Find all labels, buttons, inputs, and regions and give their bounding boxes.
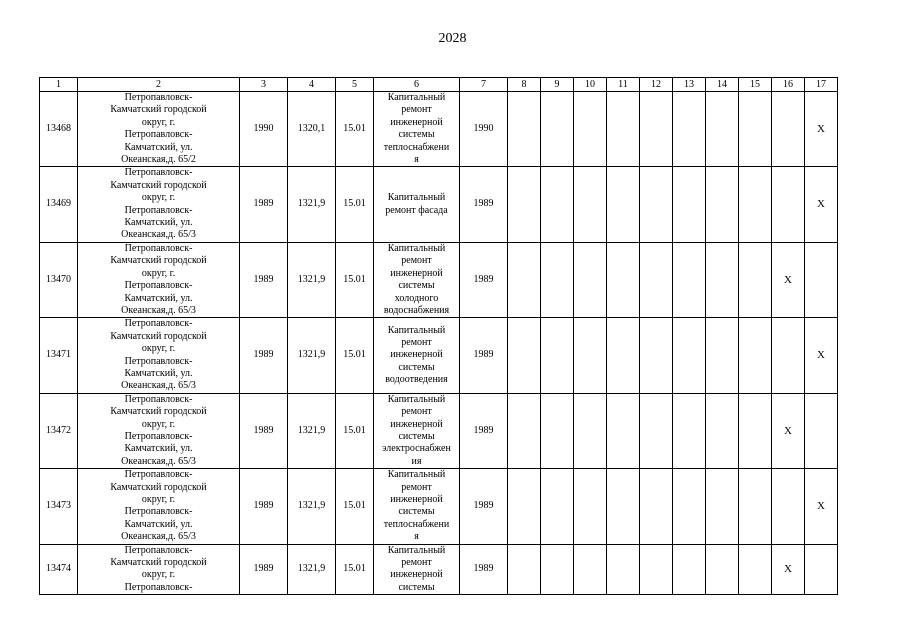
cell-empty-col-13 — [673, 167, 706, 242]
cell-empty-col-15 — [739, 92, 772, 167]
cell-year-built: 1989 — [240, 167, 288, 242]
cell-empty-col-9 — [541, 242, 574, 317]
cell-empty-col-13 — [673, 242, 706, 317]
cell-code: 15.01 — [336, 92, 374, 167]
cell-code: 15.01 — [336, 469, 374, 544]
cell-area: 1321,9 — [288, 242, 336, 317]
cell-work-type: Капитальный ремонт инженерной системы водоотведения — [374, 318, 460, 393]
cell-year: 1990 — [460, 92, 508, 167]
cell-empty-col-11 — [607, 393, 640, 468]
cell-id: 13474 — [40, 544, 78, 595]
cell-empty-col-15 — [739, 544, 772, 595]
column-header-9: 9 — [541, 78, 574, 92]
cell-mark-col16 — [772, 167, 805, 242]
cell-empty-col-11 — [607, 167, 640, 242]
cell-year: 1989 — [460, 242, 508, 317]
table-row — [40, 167, 838, 242]
cell-empty-col-13 — [673, 469, 706, 544]
column-header-13: 13 — [673, 78, 706, 92]
cell-address: Петропавловск- Камчатский городской округ, г. Петропавловск- Камчатский, ул. Океанская,д. 65/3 — [78, 318, 240, 393]
cell-mark-col16: X — [772, 393, 805, 468]
cell-empty-col-10 — [574, 242, 607, 317]
cell-code: 15.01 — [336, 393, 374, 468]
cell-mark-col16 — [772, 469, 805, 544]
cell-empty-col-14 — [706, 92, 739, 167]
cell-area: 1321,9 — [288, 318, 336, 393]
cell-address: Петропавловск- Камчатский городской округ, г. Петропавловск- Камчатский, ул. Океанская,д. 65/3 — [78, 242, 240, 317]
cell-empty-col-12 — [640, 544, 673, 595]
cell-empty-col-11 — [607, 242, 640, 317]
cell-mark-col16: X — [772, 544, 805, 595]
cell-id: 13473 — [40, 469, 78, 544]
cell-empty-col-14 — [706, 393, 739, 468]
cell-empty-col-14 — [706, 242, 739, 317]
cell-year: 1989 — [460, 167, 508, 242]
column-header-5: 5 — [336, 78, 374, 92]
cell-empty-col-9 — [541, 92, 574, 167]
cell-empty-col-15 — [739, 469, 772, 544]
cell-area: 1321,9 — [288, 167, 336, 242]
table-row — [40, 544, 838, 595]
cell-empty-col-11 — [607, 318, 640, 393]
cell-address: Петропавловск- Камчатский городской округ, г. Петропавловск- Камчатский, ул. Океанская,д. 65/3 — [78, 469, 240, 544]
cell-empty-col-8 — [508, 92, 541, 167]
cell-empty-col-12 — [640, 167, 673, 242]
cell-year: 1989 — [460, 393, 508, 468]
cell-empty-col-9 — [541, 167, 574, 242]
cell-code: 15.01 — [336, 318, 374, 393]
cell-empty-col-8 — [508, 242, 541, 317]
cell-empty-col-12 — [640, 242, 673, 317]
cell-address: Петропавловск- Камчатский городской округ, г. Петропавловск- Камчатский, ул. Океанская,д. 65/3 — [78, 393, 240, 468]
cell-year-built: 1989 — [240, 318, 288, 393]
cell-empty-col-15 — [739, 167, 772, 242]
cell-empty-col-12 — [640, 318, 673, 393]
cell-id: 13472 — [40, 393, 78, 468]
column-header-11: 11 — [607, 78, 640, 92]
cell-empty-col-12 — [640, 393, 673, 468]
column-header-14: 14 — [706, 78, 739, 92]
cell-empty-col-11 — [607, 544, 640, 595]
column-header-1: 1 — [40, 78, 78, 92]
table-row — [40, 393, 838, 468]
cell-id: 13470 — [40, 242, 78, 317]
cell-year-built: 1989 — [240, 469, 288, 544]
cell-id: 13471 — [40, 318, 78, 393]
cell-area: 1320,1 — [288, 92, 336, 167]
cell-empty-col-11 — [607, 469, 640, 544]
cell-empty-col-15 — [739, 318, 772, 393]
cell-empty-col-14 — [706, 318, 739, 393]
cell-address: Петропавловск- Камчатский городской округ, г. Петропавловск- Камчатский, ул. Океанская,д. 65/3 — [78, 167, 240, 242]
column-header-4: 4 — [288, 78, 336, 92]
cell-code: 15.01 — [336, 242, 374, 317]
cell-work-type: Капитальный ремонт инженерной системы теплоснабжени я — [374, 469, 460, 544]
cell-empty-col-14 — [706, 167, 739, 242]
cell-address: Петропавловск- Камчатский городской округ, г. Петропавловск- Камчатский, ул. Океанская,д. 65/2 — [78, 92, 240, 167]
page-number: 2028 — [438, 31, 467, 46]
column-header-3: 3 — [240, 78, 288, 92]
cell-mark-col17 — [805, 393, 838, 468]
cell-mark-col17 — [805, 242, 838, 317]
cell-area: 1321,9 — [288, 544, 336, 595]
cell-area: 1321,9 — [288, 393, 336, 468]
cell-year-built: 1989 — [240, 242, 288, 317]
table-row — [40, 92, 838, 167]
cell-work-type: Капитальный ремонт инженерной системы электроснабжен ия — [374, 393, 460, 468]
cell-empty-col-10 — [574, 92, 607, 167]
cell-year: 1989 — [460, 544, 508, 595]
cell-empty-col-10 — [574, 393, 607, 468]
table-row — [40, 318, 838, 393]
cell-empty-col-13 — [673, 393, 706, 468]
table-row — [40, 469, 838, 544]
column-header-17: 17 — [805, 78, 838, 92]
cell-work-type: Капитальный ремонт фасада — [374, 167, 460, 242]
cell-work-type: Капитальный ремонт инженерной системы теплоснабжени я — [374, 92, 460, 167]
cell-empty-col-15 — [739, 393, 772, 468]
cell-empty-col-10 — [574, 318, 607, 393]
cell-mark-col17 — [805, 544, 838, 595]
column-header-8: 8 — [508, 78, 541, 92]
cell-mark-col16: X — [772, 242, 805, 317]
cell-mark-col17: X — [805, 92, 838, 167]
cell-empty-col-8 — [508, 167, 541, 242]
cell-empty-col-14 — [706, 544, 739, 595]
cell-work-type: Капитальный ремонт инженерной системы холодного водоснабжения — [374, 242, 460, 317]
cell-code: 15.01 — [336, 544, 374, 595]
column-header-6: 6 — [374, 78, 460, 92]
column-header-12: 12 — [640, 78, 673, 92]
cell-empty-col-9 — [541, 393, 574, 468]
cell-empty-col-8 — [508, 318, 541, 393]
cell-empty-col-8 — [508, 544, 541, 595]
cell-work-type: Капитальный ремонт инженерной системы — [374, 544, 460, 595]
cell-year-built: 1989 — [240, 393, 288, 468]
cell-id: 13468 — [40, 92, 78, 167]
cell-empty-col-13 — [673, 544, 706, 595]
cell-year-built: 1989 — [240, 544, 288, 595]
cell-empty-col-11 — [607, 92, 640, 167]
cell-mark-col17: X — [805, 167, 838, 242]
cell-empty-col-8 — [508, 469, 541, 544]
cell-empty-col-9 — [541, 469, 574, 544]
column-header-16: 16 — [772, 78, 805, 92]
cell-year-built: 1990 — [240, 92, 288, 167]
column-header-15: 15 — [739, 78, 772, 92]
cell-empty-col-12 — [640, 469, 673, 544]
cell-mark-col17: X — [805, 469, 838, 544]
column-header-10: 10 — [574, 78, 607, 92]
cell-empty-col-13 — [673, 92, 706, 167]
header-row — [40, 78, 838, 92]
cell-id: 13469 — [40, 167, 78, 242]
capital-repair-table — [39, 77, 838, 595]
cell-empty-col-15 — [739, 242, 772, 317]
cell-year: 1989 — [460, 318, 508, 393]
table-row — [40, 242, 838, 317]
cell-empty-col-13 — [673, 318, 706, 393]
cell-address: Петропавловск- Камчатский городской округ, г. Петропавловск- — [78, 544, 240, 595]
cell-empty-col-9 — [541, 318, 574, 393]
cell-mark-col17: X — [805, 318, 838, 393]
cell-empty-col-10 — [574, 469, 607, 544]
column-header-2: 2 — [78, 78, 240, 92]
cell-mark-col16 — [772, 92, 805, 167]
cell-empty-col-10 — [574, 544, 607, 595]
cell-year: 1989 — [460, 469, 508, 544]
cell-area: 1321,9 — [288, 469, 336, 544]
cell-empty-col-9 — [541, 544, 574, 595]
cell-empty-col-8 — [508, 393, 541, 468]
cell-mark-col16 — [772, 318, 805, 393]
cell-empty-col-10 — [574, 167, 607, 242]
cell-empty-col-14 — [706, 469, 739, 544]
cell-empty-col-12 — [640, 92, 673, 167]
table-body — [40, 92, 838, 595]
column-header-7: 7 — [460, 78, 508, 92]
cell-code: 15.01 — [336, 167, 374, 242]
